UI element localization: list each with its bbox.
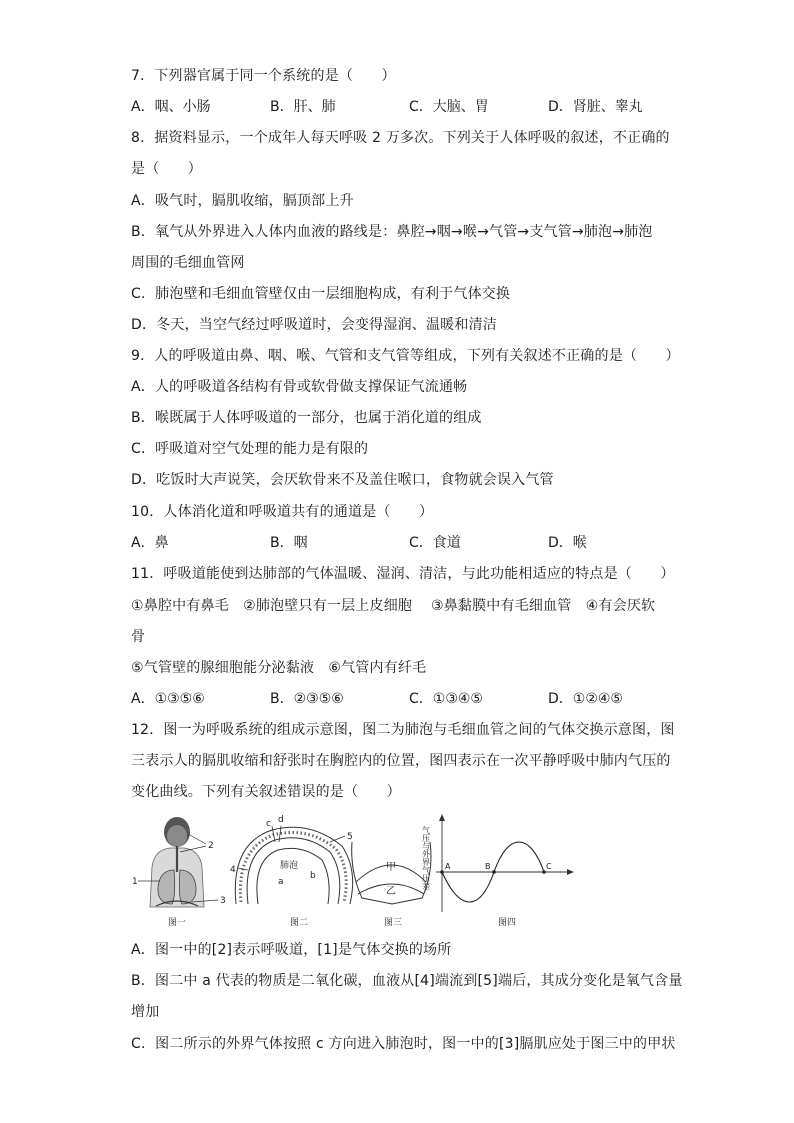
fig2-label-alveolus: 肺泡 bbox=[280, 861, 299, 871]
q12-stem-line2: 三表示人的膈肌收缩和舒张时在胸腔内的位置，图四表示在一次平静呼吸中肺内气压的 bbox=[131, 753, 671, 769]
fig4-point-b: B bbox=[485, 862, 491, 871]
fig2-label-b: b bbox=[310, 871, 316, 881]
q11-option-d: D．①②④⑤ bbox=[548, 691, 623, 707]
q9-option-d: D．吃饭时大声说笑，会厌软骨来不及盖住喉口，食物就会误入气管 bbox=[131, 472, 554, 488]
q9-option-c: C．呼吸道对空气处理的能力是有限的 bbox=[131, 441, 369, 457]
q8-option-d: D．冬天，当空气经过呼吸道时，会变得湿润、温暖和清洁 bbox=[131, 317, 497, 333]
q9-stem: 9．人的呼吸道由鼻、咽、喉、气管和支气管等组成，下列有关叙述不正确的是（ ） bbox=[131, 348, 680, 364]
q9-option-a: A．人的呼吸道各结构有骨或软骨做支撑保证气流通畅 bbox=[131, 379, 468, 395]
fig2-alveolus-capillary bbox=[230, 815, 353, 928]
fig2-label-d: d bbox=[278, 815, 284, 825]
fig1-label-1: 1 bbox=[132, 877, 138, 887]
fig3-caption: 图三 bbox=[384, 918, 403, 928]
fig4-point-a: A bbox=[445, 862, 451, 871]
q10-stem: 10．人体消化道和呼吸道共有的通道是（ ） bbox=[131, 504, 434, 520]
fig4-ylabel: 气压与外界气压差 bbox=[421, 826, 431, 890]
q7-option-a: A．咽、小肠 bbox=[131, 99, 211, 115]
q8-option-b-line2: 周围的毛细血管网 bbox=[131, 255, 245, 271]
q11-option-b: B．②③⑤⑥ bbox=[270, 691, 344, 707]
fig2-label-a: a bbox=[278, 877, 284, 887]
q10-option-d: D．喉 bbox=[548, 535, 587, 551]
fig4-pressure-curve bbox=[421, 814, 575, 928]
q8-stem-line1: 8．据资料显示，一个成年人每天呼吸 2 万多次。下列关于人体呼吸的叙述，不正确的 bbox=[131, 130, 670, 146]
fig2-caption: 图二 bbox=[290, 918, 309, 928]
q7-option-c: C．大脑、胃 bbox=[409, 99, 489, 115]
q12-option-b-line1: B．图二中 a 代表的物质是二氧化碳，血液从[4]端流到[5]端后，其成分变化是氧气含量 bbox=[131, 973, 683, 989]
q10-option-b: B．咽 bbox=[270, 535, 308, 551]
fig4-point-c: C bbox=[546, 862, 552, 871]
q12-stem-line3: 变化曲线。下列有关叙述错误的是（ ） bbox=[131, 784, 401, 800]
q11-items-line2: ⑤气管壁的腺细胞能分泌黏液 ⑥气管内有纤毛 bbox=[131, 660, 427, 676]
q7-stem: 7．下列器官属于同一个系统的是（ ） bbox=[131, 68, 396, 84]
q8-option-c: C．肺泡壁和毛细血管壁仅由一层细胞构成，有利于气体交换 bbox=[131, 286, 511, 302]
fig3-diaphragm bbox=[352, 842, 431, 928]
q12-option-b-line2: 增加 bbox=[131, 1004, 160, 1020]
q12-option-a: A．图一中的[2]表示呼吸道，[1]是气体交换的场所 bbox=[131, 942, 452, 958]
fig2-label-c: c bbox=[266, 819, 271, 829]
q11-option-a: A．①③⑤⑥ bbox=[131, 691, 205, 707]
q11-option-c: C．①③④⑤ bbox=[409, 691, 483, 707]
fig3-label-yi: 乙 bbox=[386, 886, 396, 897]
q7-option-b: B．肝、肺 bbox=[270, 99, 336, 115]
q10-option-c: C．食道 bbox=[409, 535, 461, 551]
q12-option-c: C．图二所示的外界气体按照 c 方向进入肺泡时，图一中的[3]膈肌应处于图三中的甲状 bbox=[131, 1036, 676, 1052]
fig1-respiratory-system bbox=[132, 817, 226, 928]
q7-option-d: D．肾脏、睾丸 bbox=[548, 99, 643, 115]
fig1-label-3: 3 bbox=[220, 896, 226, 906]
fig1-caption: 图一 bbox=[168, 918, 187, 928]
fig3-label-jia: 甲 bbox=[386, 862, 396, 873]
fig4-caption: 图四 bbox=[498, 918, 517, 928]
q11-stem: 11．呼吸道能使到达肺部的气体温暖、湿润、清洁，与此功能相适应的特点是（ ） bbox=[131, 566, 675, 582]
q8-option-b-line1: B．氧气从外界进入人体内血液的路线是：鼻腔→咽→喉→气管→支气管→肺泡→肺泡 bbox=[131, 224, 653, 240]
q12-figures bbox=[130, 812, 580, 930]
q12-stem-line1: 12．图一为呼吸系统的组成示意图，图二为肺泡与毛细血管之间的气体交换示意图，图 bbox=[131, 722, 675, 738]
q8-option-a: A．吸气时，膈肌收缩，膈顶部上升 bbox=[131, 193, 354, 209]
q9-option-b: B．喉既属于人体呼吸道的一部分，也属于消化道的组成 bbox=[131, 410, 482, 426]
q11-items-line1b: 骨 bbox=[131, 629, 146, 645]
fig2-label-4: 4 bbox=[230, 865, 236, 875]
q11-items-line1: ①鼻腔中有鼻毛 ②肺泡壁只有一层上皮细胞 ③鼻黏膜中有毛细血管 ④有会厌软 bbox=[131, 598, 656, 614]
fig1-label-2: 2 bbox=[208, 841, 214, 851]
q8-stem-line2: 是（ ） bbox=[131, 161, 202, 177]
q10-option-a: A．鼻 bbox=[131, 535, 169, 551]
fig2-label-5: 5 bbox=[347, 832, 353, 842]
